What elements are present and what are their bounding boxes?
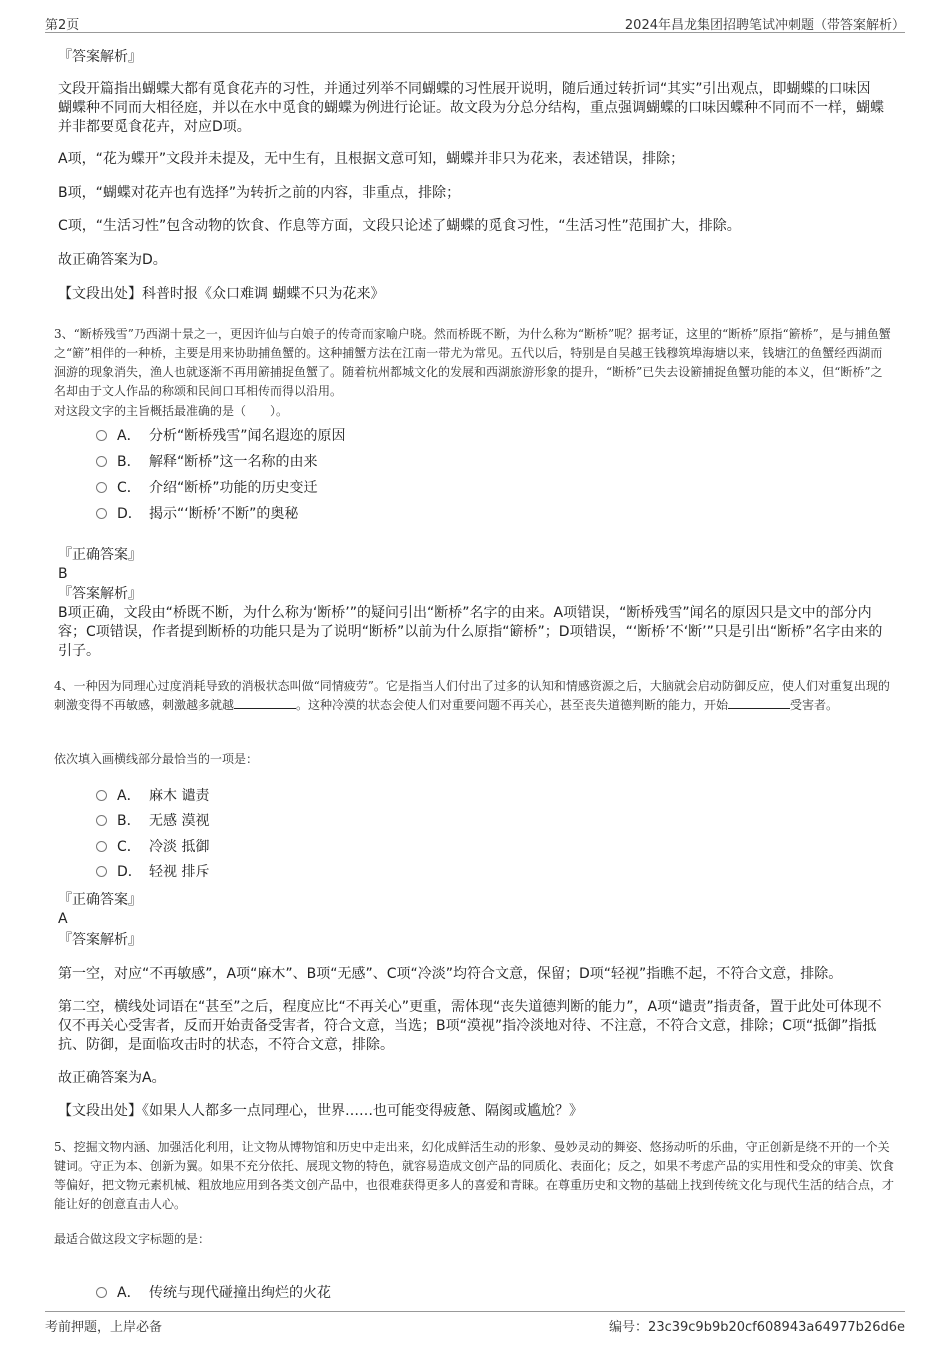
q4-answer-label: 『正确答案』 [58, 892, 142, 908]
q2-analysis-label: 『答案解析』 [58, 49, 142, 65]
radio-button[interactable] [96, 1287, 107, 1298]
document-code: 编号：23c39c9b9b20cf608943a64977b26d6e [609, 1320, 905, 1335]
page-number: 第2页 [45, 18, 80, 33]
q3-answer: B [58, 566, 68, 582]
q4-source: 【文段出处】《如果人人都多一点同理心，世界……也可能变得疲惫、隔阂或尴尬？》 [58, 1103, 583, 1119]
q4-option-d[interactable]: D． 轻视 排斥 [96, 862, 209, 882]
fill-blank-2[interactable] [728, 696, 790, 709]
radio-button[interactable] [96, 482, 107, 493]
q5-question: 最适合做这段文字标题的是： [54, 1232, 211, 1246]
q3-stem: 3、“断桥残雪”乃西湖十景之一，更因许仙与白娘子的传奇而家喻户晓。然而桥既不断，为什么称为“断桥”呢？据考证，这里的“断桥”原指“簖桥”，是与捕鱼蟹之“簖”相伴的一种桥，主要是用来协助捕鱼蟹的。这种捕蟹方法在江南一带尤为常见。五代以后，特别是自吴越王钱穆筑埠海塘以来，钱塘江的鱼蟹经西湖而洄游的现象消失，渔人也就逐渐不再用簖捕捉鱼蟹了。随着杭州都城文化的发展和西湖旅游形象的提升，“断桥”已失去设簖捕捉鱼蟹功能的本义，但“断桥”之名却由于文人作品的称颂和民间口耳相传而得以沿用。 [54, 327, 891, 398]
radio-button[interactable] [96, 815, 107, 826]
q2-source: 【文段出处】科普时报《众口难调 蝴蝶不只为花来》 [58, 286, 385, 302]
footer-slogan: 考前押题，上岸必备 [45, 1320, 163, 1335]
radio-button[interactable] [96, 456, 107, 467]
q4-analysis-first-blank: 第一空，对应“不再敏感”，A项“麻木”、B项“无感”、C项“冷淡”均符合文意，保留；D项“轻视”指瞧不起，不符合文意，排除。 [58, 966, 843, 982]
q2-conclusion: 故正确答案为D。 [58, 252, 167, 268]
q3-option-d[interactable]: D． 揭示“‘断桥’不断”的奥秘 [96, 504, 298, 524]
q3-analysis-label: 『答案解析』 [58, 586, 142, 602]
radio-button[interactable] [96, 430, 107, 441]
q3-option-a[interactable]: A． 分析“断桥残雪”闻名遐迩的原因 [96, 426, 346, 446]
fill-blank-1[interactable] [234, 696, 296, 709]
q2-analysis-option-a: A项，“花为蝶开”文段并未提及，无中生有，且根据文意可知，蝴蝶并非只为花来，表述错误，排除； [58, 151, 685, 167]
q3-option-c[interactable]: C． 介绍“断桥”功能的历史变迁 [96, 478, 318, 498]
q3-question: 对这段文字的主旨概括最准确的是（ ）。 [54, 404, 289, 418]
q5-option-a[interactable]: A． 传统与现代碰撞出绚烂的火花 [96, 1283, 331, 1303]
q2-analysis-option-b: B项，“蝴蝶对花卉也有选择”为转折之前的内容，非重点，排除； [58, 185, 461, 201]
radio-button[interactable] [96, 841, 107, 852]
q3-analysis: B项正确，文段由“桥既不断，为什么称为‘断桥’”的疑问引出“断桥”名字的由来。A项错误，“断桥残雪”闻名的原因只是文中的部分内容；C项错误，作者提到断桥的功能只是为了说明“断桥”以前为什么原指“簖桥”；D项错误，“‘断桥’不‘断’”只是引出“断桥”名字由来的引子。 [58, 605, 883, 659]
q4-question: 依次填入画横线部分最恰当的一项是： [54, 752, 259, 766]
radio-button[interactable] [96, 790, 107, 801]
q4-option-c[interactable]: C． 冷淡 抵御 [96, 837, 209, 857]
q4-analysis-label: 『答案解析』 [58, 932, 142, 948]
document-title: 2024年昌龙集团招聘笔试冲刺题（带答案解析） [624, 18, 905, 33]
q4-answer: A [58, 911, 68, 927]
q4-option-a[interactable]: A． 麻木 谴责 [96, 786, 209, 806]
q2-analysis-paragraph: 文段开篇指出蝴蝶大都有觅食花卉的习性，并通过列举不同蝴蝶的习性展开说明，随后通过转折词“其实”引出观点，即蝴蝶的口味因蝴蝶种不同而大相径庭，并以在水中觅食的蝴蝶为例进行论证。故文段为分总分结构，重点强调蝴蝶的口味因蝶种不同而不一样，蝴蝶并非都要觅食花卉，对应D项。 [58, 81, 884, 135]
page-header [45, 12, 905, 33]
q4-stem: 4、一种因为同理心过度消耗导致的消极状态叫做“同情疲劳”。它是指当人们付出了过多的认知和情感资源之后，大脑就会启动防御反应，使人们对重复出现的刺激变得不再敏感，刺激越多就越 。这种冷漠的状态会使人们对重要问题不再关心，甚至丧失道德判断的能力，开始 受害者。 [54, 679, 890, 712]
radio-button[interactable] [96, 508, 107, 519]
q4-option-b[interactable]: B． 无感 漠视 [96, 811, 209, 831]
radio-button[interactable] [96, 866, 107, 877]
q3-option-b[interactable]: B． 解释“断桥”这一名称的由来 [96, 452, 318, 472]
q2-analysis-option-c: C项，“生活习性”包含动物的饮食、作息等方面，文段只论述了蝴蝶的觅食习性，“生活习性”范围扩大，排除。 [58, 218, 741, 234]
page-footer [45, 1311, 905, 1334]
q3-answer-label: 『正确答案』 [58, 547, 142, 563]
q5-stem: 5、挖掘文物内涵、加强活化利用，让文物从博物馆和历史中走出来，幻化成鲜活生动的形象、曼妙灵动的舞姿、悠扬动听的乐曲，守正创新是绕不开的一个关键词。守正为本、创新为翼。如果不充分依托、展现文物的特色，就容易造成文创产品的同质化、表面化；反之，如果不考虑产品的实用性和受众的审美、饮食等偏好，把文物元素机械、粗放地应用到各类文创产品中，也很难获得更多人的喜爱和青睐。在尊重历史和文物的基础上找到传统文化与现代生活的结合点，才能让好的创意直击人心。 [54, 1140, 895, 1211]
q4-conclusion: 故正确答案为A。 [58, 1070, 166, 1086]
q4-analysis-second-blank: 第二空，横线处词语在“甚至”之后，程度应比“不再关心”更重，需体现“丧失道德判断的能力”，A项“谴责”指责备，置于此处可体现不仅不再关心受害者，反而开始责备受害者，符合文意，当选；B项“漠视”指冷淡地对待、不注意，不符合文意，排除；C项“抵御”指抵抗、防御，是面临攻击时的状态，不符合文意，排除。 [58, 999, 882, 1053]
